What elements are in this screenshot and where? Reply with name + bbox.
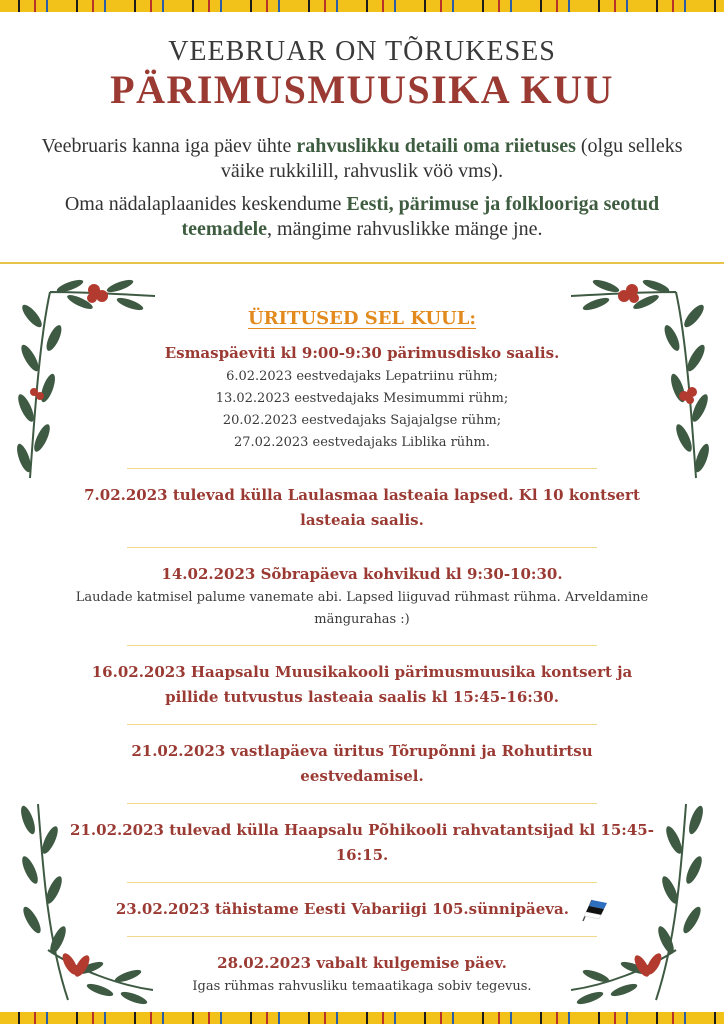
event-heading: Esmaspäeviti kl 9:00-9:30 pärimusdisko saalis.	[164, 344, 560, 362]
event-detail: 6.02.2023 eestvedajaks Lepatriinu rühm;	[226, 369, 498, 384]
event-detail: 20.02.2023 eestvedajaks Sajajalgse rühm;	[222, 413, 502, 428]
intro-p1-text: Veebruaris kanna iga päev ühte	[41, 135, 297, 157]
intro-paragraph-2	[32, 192, 692, 242]
intro-p2-highlight: Eesti, pärimuse ja folklooriga seotud teemadele	[181, 193, 660, 240]
header-divider	[0, 262, 724, 264]
top-folk-pattern-band	[0, 0, 724, 12]
intro-p2-text: Oma nädalaplaanides keskendume	[64, 193, 347, 215]
event-heading: 7.02.2023 tulevad külla Laulasmaa lasteaia lapsed. Kl 10 kontsert lasteaia saalis.	[84, 486, 640, 529]
event-item	[70, 739, 654, 789]
intro-p1-tail: (olgu selleks väike rukkilill, rahvuslik vöö vms).	[220, 135, 683, 182]
intro-text	[32, 134, 692, 242]
pre-title: VEEBRUAR ON TÕRUKESES	[168, 36, 556, 67]
events-section	[70, 308, 654, 998]
event-heading: 28.02.2023 vabalt kulgemise päev.	[217, 954, 507, 972]
event-separator	[127, 724, 597, 725]
event-detail: Laudade katmisel palume vanemate abi. Lapsed liiguvad rühmast rühma. Arveldamine mängurahas :)	[75, 590, 649, 627]
event-detail: Igas rühmas rahvusliku temaatikaga sobiv tegevus.	[192, 979, 532, 994]
event-separator	[127, 645, 597, 646]
events-title: ÜRITUSED SEL KUUL:	[247, 308, 477, 329]
page-title: PÄRIMUSMUUSIKA KUU	[110, 67, 614, 112]
event-item	[70, 818, 654, 868]
event-separator	[127, 547, 597, 548]
event-detail: 27.02.2023 eestvedajaks Liblika rühm.	[233, 435, 491, 450]
estonian-flag-icon	[580, 898, 608, 922]
event-item	[70, 562, 654, 631]
event-separator	[127, 882, 597, 883]
event-heading: 21.02.2023 tulevad külla Haapsalu Põhikooli rahvatantsijad kl 15:45-16:15.	[70, 821, 654, 864]
event-heading: 23.02.2023 tähistame Eesti Vabariigi 105.sünnipäeva.	[115, 900, 569, 918]
event-item	[70, 483, 654, 533]
intro-paragraph-1	[32, 134, 692, 184]
event-heading-with-flag	[70, 897, 654, 922]
event-separator	[127, 803, 597, 804]
bottom-folk-pattern-band	[0, 1012, 724, 1024]
event-heading: 14.02.2023 Sõbrapäeva kohvikud kl 9:30-10:30.	[161, 565, 563, 583]
intro-p1-highlight: rahvuslikku detaili oma riietuses	[296, 135, 576, 157]
event-separator	[127, 468, 597, 469]
event-heading: 21.02.2023 vastlapäeva üritus Tõrupõnni ja Rohutirtsu eestvedamisel.	[131, 742, 593, 785]
header	[0, 30, 724, 250]
event-item	[70, 897, 654, 922]
intro-p2-tail: , mängime rahvuslikke mänge jne.	[267, 218, 543, 240]
event-detail: 13.02.2023 eestvedajaks Mesimummi rühm;	[215, 391, 509, 406]
event-item	[70, 951, 654, 998]
event-separator	[127, 936, 597, 937]
event-item	[70, 660, 654, 710]
event-heading: 16.02.2023 Haapsalu Muusikakooli pärimusmuusika kontsert ja pillide tutvustus lasteaia saalis kl 15:45-16:30.	[91, 663, 633, 706]
event-item	[70, 341, 654, 454]
